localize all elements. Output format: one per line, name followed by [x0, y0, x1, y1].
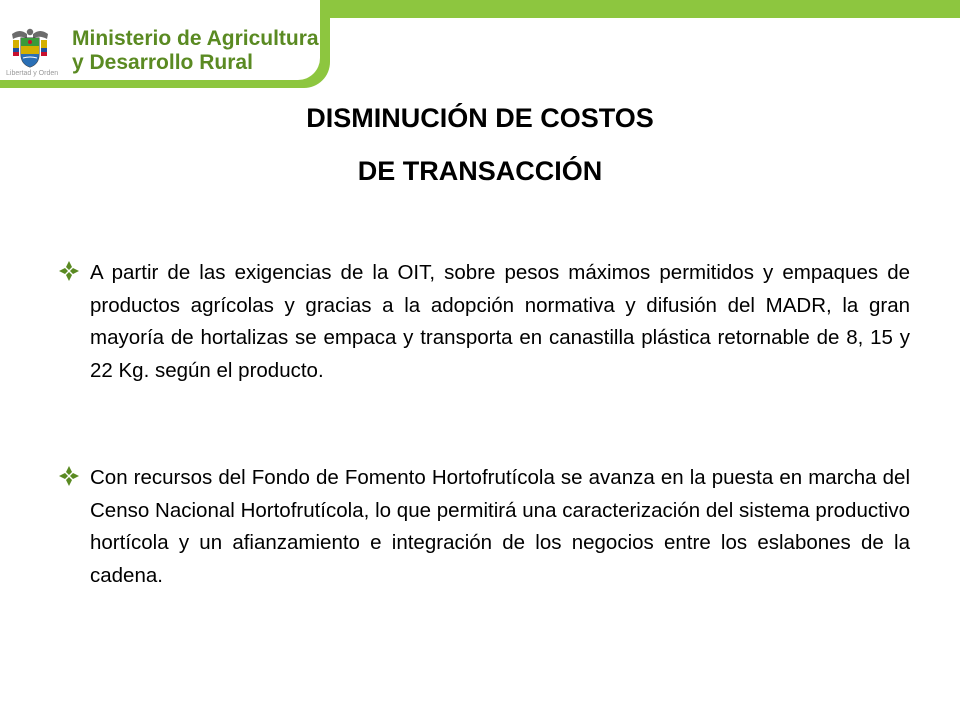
diamond-bullet-icon	[58, 465, 80, 487]
bullet-item	[58, 462, 910, 592]
colombia-coat-of-arms-icon	[10, 26, 50, 68]
ministry-name-line2: y Desarrollo Rural	[72, 51, 253, 74]
ministry-name-line1: Ministerio de Agricultura	[72, 27, 319, 50]
ministry-name	[72, 27, 319, 75]
bullet-text: A partir de las exigencias de la OIT, sobre pesos máximos permitidos y empaques de productos agrícolas y gracias a la adopción normativa y difusión del MADR, la gran mayoría de hortalizas se empaca y transporta en canastilla plástica retornable de 8, 15 y 22 Kg. según el producto.	[90, 261, 910, 382]
slide-title-line1: DISMINUCIÓN DE COSTOS	[306, 103, 654, 133]
bullet-item	[58, 257, 910, 387]
diamond-bullet-icon	[58, 260, 80, 282]
logo-motto: Libertad y Orden	[6, 70, 59, 77]
slide-title-line2: DE TRANSACCIÓN	[357, 156, 603, 186]
bullet-text: Con recursos del Fondo de Fomento Hortofrutícola se avanza en la puesta en marcha del Censo Nacional Hortofrutícola, lo que permitirá una caracterización del sistema productivo hortícola y un afianzamiento e integración de los negocios entre los eslabones de la cadena.	[90, 466, 910, 587]
